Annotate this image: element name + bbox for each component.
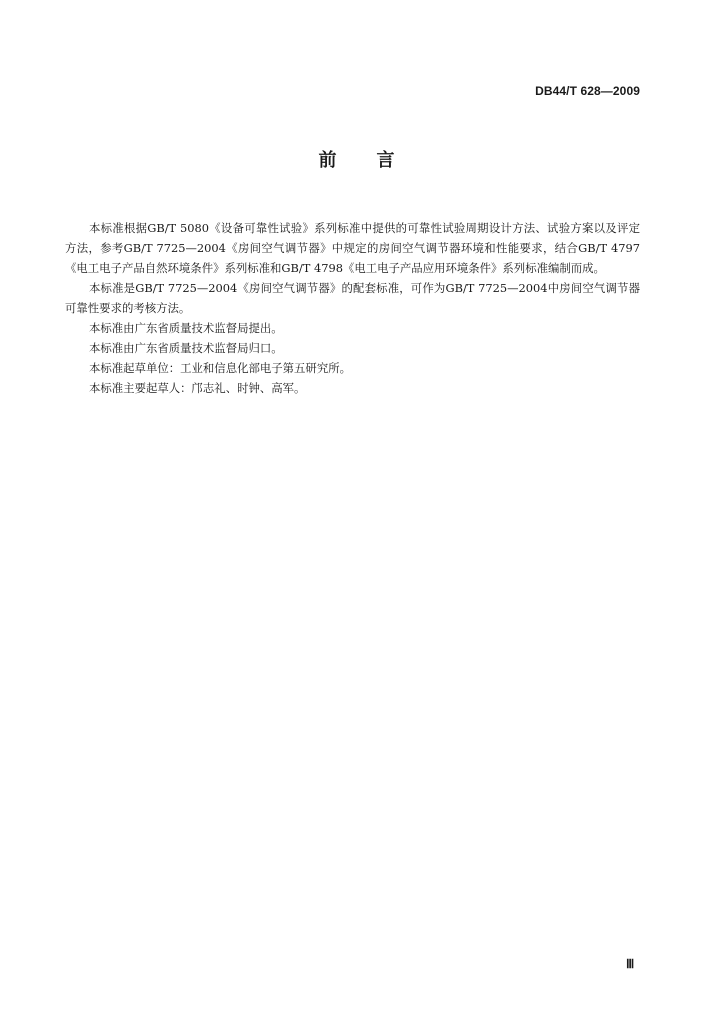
paragraph-drafters: 本标准主要起草人：邝志礼、时钟、高军。 bbox=[89, 381, 306, 395]
paragraph-basis: 本标准根据GB/T 5080《设备可靠性试验》系列标准中提供的可靠性试验周期设计方法、试验方案以及评定方法，参考GB/T 7725—2004《房间空气调节器》中规定的房间空气调节器环境和性能要求，结合GB/T 4797《电工电子产品自然环境条件》系列标准和GB/T 4798《电工电子产品应用环境条件》系列标准编制而成。 bbox=[65, 221, 640, 275]
paragraph-drafting-unit: 本标准起草单位：工业和信息化部电子第五研究所。 bbox=[89, 361, 351, 375]
paragraph-companion-standard: 本标准是GB/T 7725—2004《房间空气调节器》的配套标准，可作为GB/T 7725—2004中房间空气调节器可靠性要求的考核方法。 bbox=[65, 281, 640, 315]
paragraph-centralized-by: 本标准由广东省质量技术监督局归口。 bbox=[89, 341, 283, 355]
paragraph-proposed-by: 本标准由广东省质量技术监督局提出。 bbox=[89, 321, 283, 335]
document-code: DB44/T 628—2009 bbox=[535, 84, 640, 98]
page-title: 前言 bbox=[318, 150, 435, 171]
foreword-body bbox=[65, 218, 640, 398]
page-number: Ⅲ bbox=[626, 957, 635, 971]
